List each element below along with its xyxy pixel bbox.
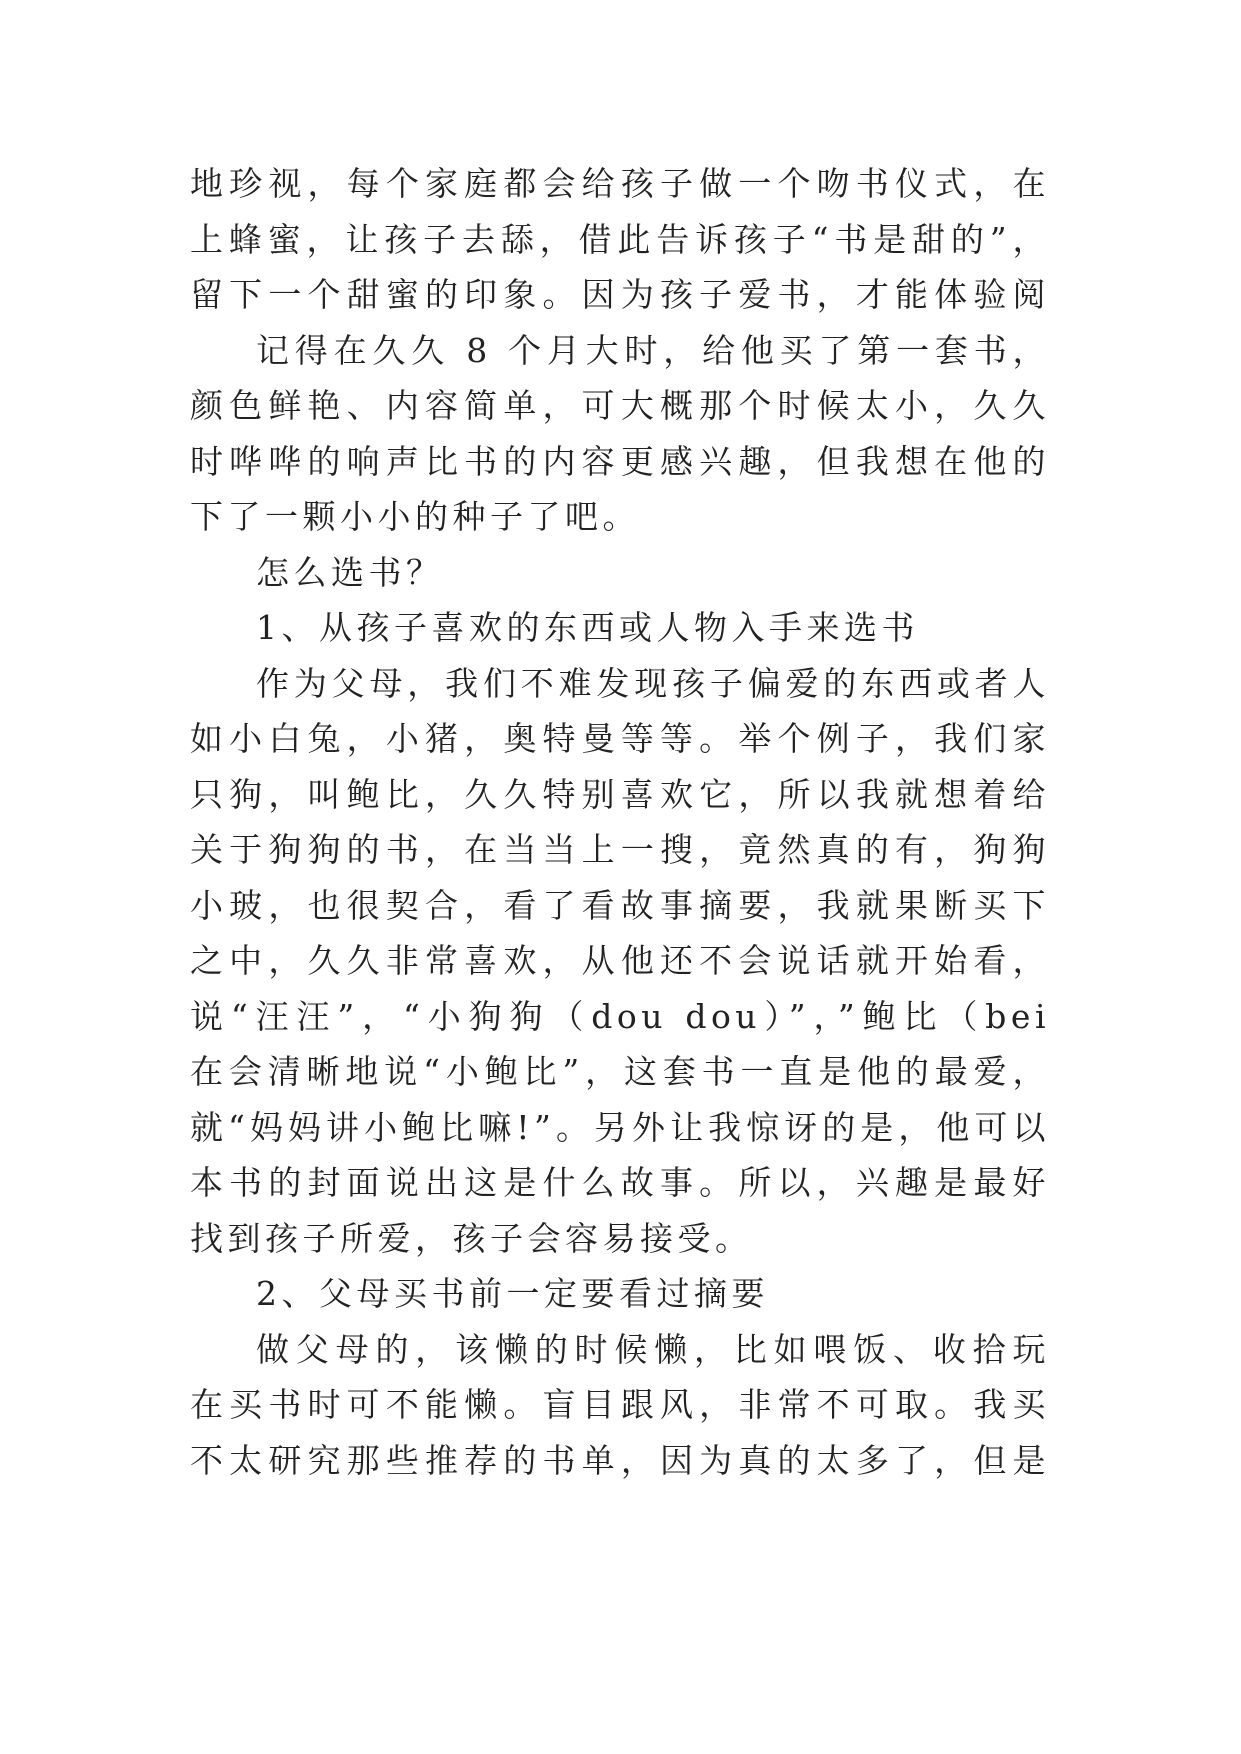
text-line: 在买书时可不能懒。盲目跟风，非常不可取。我买 — [190, 1385, 1050, 1424]
text-line: 找到孩子所爱，孩子会容易接受。 — [190, 1218, 753, 1258]
subsection-heading: 2、父母买书前一定要看过摘要 — [256, 1274, 769, 1313]
text-line: 说“汪汪”，“小狗狗（dou dou）”，”鲍比（bei — [190, 996, 1050, 1036]
text-line: 本书的封面说出这是什么故事。所以，兴趣是最好 — [190, 1163, 1050, 1202]
text-line: 只狗，叫鲍比，久久特别喜欢它，所以我就想着给 — [190, 774, 1050, 814]
text-line: 留下一个甜蜜的印象。因为孩子爱书，才能体验阅 — [190, 275, 1050, 314]
section-heading: 怎么选书？ — [256, 552, 444, 592]
paragraph-first-line: 记得在久久 8 个月大时，给他买了第一套书， — [256, 330, 1050, 370]
document-body — [190, 156, 1050, 1488]
text-line: 就“妈妈讲小鲍比嘛!”。另外让我惊讶的是，他可以 — [190, 1107, 1050, 1147]
text-line: 地珍视，每个家庭都会给孩子做一个吻书仪式，在 — [190, 164, 1050, 203]
paragraph-first-line: 做父母的，该懒的时候懒，比如喂饭、收拾玩 — [256, 1329, 1050, 1369]
text-line: 下了一颗小小的种子了吧。 — [190, 497, 640, 536]
text-line: 如小白兔，小猪，奥特曼等等。举个例子，我们家 — [190, 719, 1050, 758]
text-line: 小玻，也很契合，看了看故事摘要，我就果断买下 — [190, 885, 1050, 925]
text-line: 时哗哗的响声比书的内容更感兴趣，但我想在他的 — [190, 441, 1050, 481]
paragraph-first-line: 作为父母，我们不难发现孩子偏爱的东西或者人 — [256, 663, 1050, 703]
text-line: 关于狗狗的书，在当当上一搜，竟然真的有，狗狗 — [190, 830, 1050, 869]
subsection-heading: 1、从孩子喜欢的东西或人物入手来选书 — [256, 608, 919, 647]
text-line: 颜色鲜艳、内容简单，可大概那个时候太小，久久 — [190, 386, 1050, 425]
text-line: 在会清晰地说“小鲍比”，这套书一直是他的最爱， — [190, 1052, 1050, 1091]
text-line: 上蜂蜜，让孩子去舔，借此告诉孩子“书是甜的”， — [190, 219, 1050, 259]
text-line: 之中，久久非常喜欢，从他还不会说话就开始看， — [190, 941, 1050, 980]
text-line: 不太研究那些推荐的书单，因为真的太多了，但是 — [190, 1440, 1050, 1480]
